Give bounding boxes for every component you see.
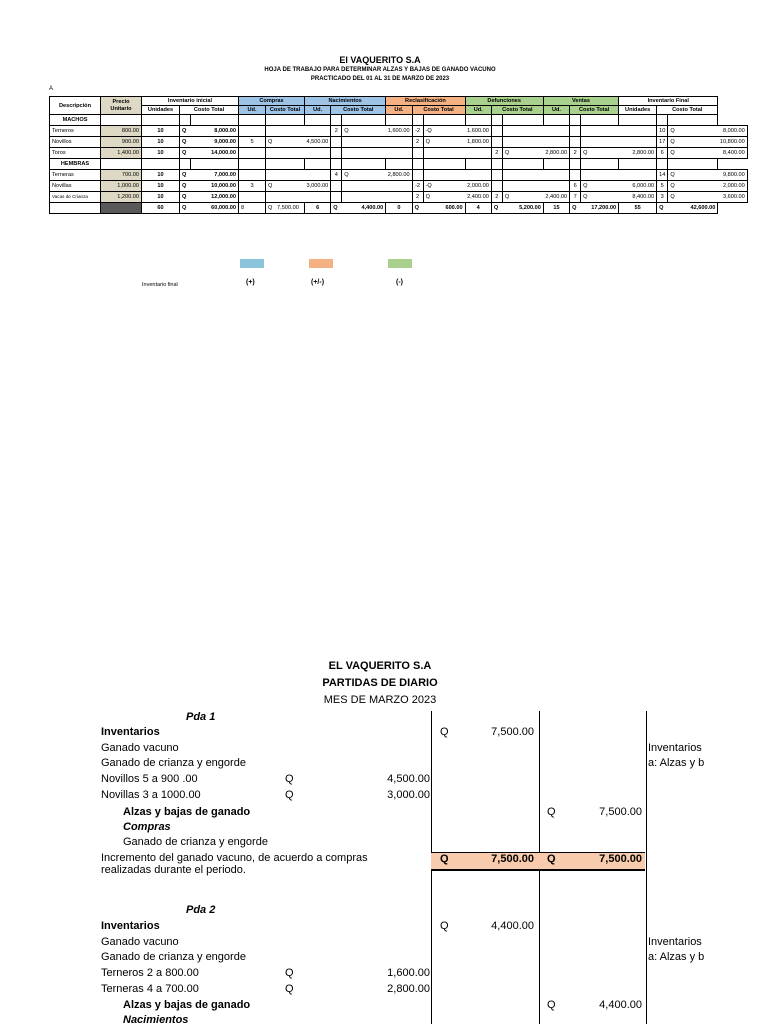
cell-co-u: 5 [239, 137, 266, 148]
detail-line-q: Q [285, 967, 294, 979]
subheader-unidades: Unidades [619, 106, 657, 115]
cell-re-c [465, 170, 491, 181]
cell-co-u [239, 192, 266, 203]
cell-de-c: 2,800.00 [543, 148, 569, 159]
cell-co-u [239, 126, 266, 137]
cell-na-u [331, 137, 342, 148]
cell-co-u [239, 148, 266, 159]
debit-q: Q [440, 920, 449, 932]
cell-ve-q [581, 170, 619, 181]
cell-if-u: 6 [657, 148, 668, 159]
cell-de-u [491, 181, 502, 192]
legend-minus: (-) [396, 279, 403, 286]
cell-if-q: Q [668, 192, 718, 203]
total-cell: 600.00 [423, 203, 465, 214]
cell-if-u: 17 [657, 137, 668, 148]
side-note: Inventarios [648, 936, 702, 948]
subheader-costo-total: Costo Total [657, 106, 718, 115]
debit-account: Inventarios [101, 726, 160, 738]
cell-re-q: Q [423, 137, 465, 148]
cell-if-q: Q [668, 137, 718, 148]
legend-inventario-final: Inventario final [142, 282, 178, 288]
cell-ve-q [581, 137, 619, 148]
cell-na-c: 1,600.00 [386, 126, 412, 137]
cell-ii-q: Q [180, 137, 191, 148]
cell-de-u: 2 [491, 192, 502, 203]
table-row [50, 126, 748, 137]
cell-re-c [465, 148, 491, 159]
total-cell: 6 [305, 203, 331, 214]
detail-line-text: Terneros 2 a 800.00 [101, 967, 199, 979]
detail-line-q: Q [285, 773, 294, 785]
cell-na-c [386, 181, 412, 192]
cell-ve-u: 2 [570, 148, 581, 159]
total-cell: 0 [386, 203, 412, 214]
cell-ve-u [570, 170, 581, 181]
cell-co-c [305, 192, 331, 203]
cell-ii-c: 7,000.00 [191, 170, 239, 181]
cell-na-c [386, 148, 412, 159]
cell-re-q: -Q [423, 181, 465, 192]
legend-plus: (+) [246, 279, 255, 286]
total-cell: 5,200.00 [502, 203, 543, 214]
cell-na-q [342, 148, 386, 159]
cell-if-c: 8,000.00 [718, 126, 747, 137]
cell-if-c: 8,400.00 [718, 148, 747, 159]
debit-sub1: Ganado vacuno [101, 936, 179, 948]
side-note: Inventarios [648, 742, 702, 754]
cell-co-c [305, 148, 331, 159]
cell-ve-u: 6 [570, 181, 581, 192]
cell-ii-u: 10 [142, 181, 180, 192]
total-cell: Q [331, 203, 342, 214]
credit-account: Alzas y bajas de ganado [123, 999, 251, 1011]
row-description: Toros [50, 148, 101, 159]
cell-if-c: 3,600.00 [718, 192, 747, 203]
credit-sub: Compras [123, 821, 171, 833]
detail-line-q: Q [285, 983, 294, 995]
subheader-ud: Ud. [386, 106, 412, 115]
header-precio-unitario: Precio Unitario [101, 97, 142, 115]
cell-ve-q [581, 126, 619, 137]
total-cell: 4,400.00 [342, 203, 386, 214]
detail-line-amount: 3,000.00 [387, 789, 430, 801]
cell-re-u: -2 [412, 126, 423, 137]
total-cell: 17,200.00 [581, 203, 619, 214]
cell-ve-c: 2,800.00 [619, 148, 657, 159]
cell-co-q: Q [266, 181, 305, 192]
cell-co-c: 4,500.00 [305, 137, 331, 148]
table-row [50, 170, 748, 181]
entry-heading: Pda 1 [186, 711, 216, 723]
cell-ve-u [570, 137, 581, 148]
total-debit-q: Q [440, 853, 449, 865]
header-inventario-final: Inventario Final [619, 97, 718, 106]
detail-line-amount: 1,600.00 [387, 967, 430, 979]
cell-na-u: 2 [331, 126, 342, 137]
debit-amount: 7,500.00 [491, 726, 534, 738]
journal-period: MES DE MARZO 2023 [323, 694, 437, 706]
cell-co-c: 3,000.00 [305, 181, 331, 192]
cell-de-u [491, 137, 502, 148]
total-cell: 42,600.00 [668, 203, 718, 214]
cell-co-q [266, 192, 305, 203]
journal-company: EL VAQUERITO S.A [328, 660, 432, 672]
cell-de-q: Q [502, 192, 543, 203]
cell-de-q [502, 126, 543, 137]
cell-ve-c: 6,000.00 [619, 181, 657, 192]
header-reclasificacion: Reclasificación [386, 97, 465, 106]
detail-line-q: Q [285, 789, 294, 801]
detail-line-text: Novillas 3 a 1000.00 [101, 789, 201, 801]
cell-ve-c [619, 170, 657, 181]
cell-ii-c: 14,000.00 [191, 148, 239, 159]
header-row-2 [50, 106, 748, 115]
header-descripcion: Descripción [50, 97, 101, 115]
cell-ve-u: 7 [570, 192, 581, 203]
journal-title: PARTIDAS DE DIARIO [322, 677, 438, 689]
cell-re-c: 2,000.00 [465, 181, 491, 192]
cell-na-q: Q [342, 170, 386, 181]
total-cell: Q [412, 203, 423, 214]
table-row [50, 181, 748, 192]
cell-na-q [342, 192, 386, 203]
entry-description: Incremento del ganado vacuno, de acuerdo a compras realizadas durante el periodo. [101, 852, 368, 876]
debit-sub1: Ganado vacuno [101, 742, 179, 754]
cell-ve-q: Q [581, 192, 619, 203]
side-note: a: Alzas y b [648, 757, 705, 769]
credit-q: Q [547, 806, 556, 818]
row-precio: 800.00 [101, 126, 142, 137]
debit-sub2: Ganado de crianza y engorde [101, 757, 246, 769]
cell-ii-u: 10 [142, 137, 180, 148]
cell-na-q: Q [342, 126, 386, 137]
row-precio: 1,200.00 [101, 192, 142, 203]
subheader-costo-total: Costo Total [570, 106, 619, 115]
worksheet-table [49, 96, 748, 214]
cell-re-u: -2 [412, 181, 423, 192]
row-description: Vacas de Crianza [50, 192, 101, 203]
cell-re-c: 1,800.00 [465, 137, 491, 148]
journal-rule-right [646, 711, 647, 1024]
cell-co-q [266, 148, 305, 159]
total-credit: 7,500.00 [599, 853, 642, 865]
detail-line-amount: 2,800.00 [387, 983, 430, 995]
row-precio: 700.00 [101, 170, 142, 181]
total-cell: 60,000.00 [191, 203, 239, 214]
cell-ii-u: 10 [142, 148, 180, 159]
cell-ii-u: 10 [142, 126, 180, 137]
detail-line-text: Novillos 5 a 900 .00 [101, 773, 198, 785]
total-cell: Q [180, 203, 191, 214]
side-note: a: Alzas y b [648, 951, 705, 963]
cell-de-c [543, 137, 569, 148]
detail-line-amount: 4,500.00 [387, 773, 430, 785]
worksheet-period: PRACTICADO DEL 01 AL 31 DE MARZO DE 2023 [310, 76, 450, 82]
group-label: HEMBRAS [50, 159, 101, 170]
legend-plus-minus: (+/-) [311, 279, 325, 286]
subheader-ud: Ud. [239, 106, 266, 115]
cell-ii-u: 10 [142, 192, 180, 203]
cell-na-u [331, 181, 342, 192]
cell-co-q [266, 170, 305, 181]
total-cell: Q [491, 203, 502, 214]
cell-na-u [331, 192, 342, 203]
totals-row [50, 203, 748, 214]
cell-co-u [239, 170, 266, 181]
total-cell: 15 [543, 203, 569, 214]
cell-ii-u: 10 [142, 170, 180, 181]
total-debit: 7,500.00 [491, 853, 534, 865]
subheader-unidades: Unidades [142, 106, 180, 115]
header-defunciones: Defunciones [465, 97, 543, 106]
cell-ve-c: 8,400.00 [619, 192, 657, 203]
header-compras: Compras [239, 97, 305, 106]
cell-ve-q: Q [581, 148, 619, 159]
legend-swatch-blue [240, 259, 264, 268]
cell-na-q [342, 137, 386, 148]
cell-re-q [423, 170, 465, 181]
cell-de-q [502, 181, 543, 192]
group-row-machos [50, 115, 748, 126]
cell-if-c: 2,000.00 [718, 181, 747, 192]
header-ventas: Ventas [543, 97, 618, 106]
cell-ve-c [619, 137, 657, 148]
cell-de-c [543, 170, 569, 181]
cell-de-c [543, 181, 569, 192]
entry-heading: Pda 2 [186, 904, 216, 916]
subheader-costo-total: Costo Total [266, 106, 305, 115]
cell-if-c: 9,800.00 [718, 170, 747, 181]
subheader-ud: Ud. [305, 106, 331, 115]
cell-ii-q: Q [180, 192, 191, 203]
credit-sub2: Ganado de crianza y engorde [123, 836, 268, 848]
legend-swatch-orange [309, 259, 333, 268]
cell-if-c: 10,800.00 [718, 137, 747, 148]
subheader-costo-total: Costo Total [180, 106, 239, 115]
debit-q: Q [440, 726, 449, 738]
total-cell: 60 [142, 203, 180, 214]
row-precio: 900.00 [101, 137, 142, 148]
cell-re-u [412, 170, 423, 181]
total-cell: Q 7,500.00 [266, 203, 305, 214]
worksheet-subtitle: HOJA DE TRABAJO PARA DETERMINAR ALZAS Y BAJAS DE GANADO VACUNO [264, 67, 496, 73]
group-label: MACHOS [50, 115, 101, 126]
debit-account: Inventarios [101, 920, 160, 932]
cell-re-q: -Q [423, 126, 465, 137]
cell-de-q [502, 170, 543, 181]
cell-if-q: Q [668, 126, 718, 137]
header-row-1 [50, 97, 748, 106]
worksheet-company: El VAQUERITO S.A [339, 55, 421, 65]
detail-line-text: Terneras 4 a 700.00 [101, 983, 199, 995]
cell-na-c: 2,800.00 [386, 170, 412, 181]
cell-re-u: 2 [412, 192, 423, 203]
cell-co-u: 3 [239, 181, 266, 192]
subheader-costo-total: Costo Total [412, 106, 465, 115]
cell-ii-q: Q [180, 170, 191, 181]
table-row [50, 192, 748, 203]
row-description: Novillas [50, 181, 101, 192]
cell-na-c [386, 137, 412, 148]
cell-co-q [266, 126, 305, 137]
total-cell: Q [657, 203, 668, 214]
total-credit-q: Q [547, 853, 556, 865]
row-precio: 1,000.00 [101, 181, 142, 192]
cell-na-q [342, 181, 386, 192]
cell-ii-c: 9,000.00 [191, 137, 239, 148]
subheader-costo-total: Costo Total [331, 106, 386, 115]
cell-re-q [423, 148, 465, 159]
cell-na-u [331, 148, 342, 159]
credit-amount: 7,500.00 [599, 806, 642, 818]
header-nacimientos: Nacimientos [305, 97, 386, 106]
cell-co-c [305, 170, 331, 181]
cell-de-u: 2 [491, 148, 502, 159]
cell-re-c: 1,600.00 [465, 126, 491, 137]
total-cell: Q [570, 203, 581, 214]
credit-account: Alzas y bajas de ganado [123, 806, 251, 818]
cell-re-u [412, 148, 423, 159]
table-row [50, 137, 748, 148]
cell-ii-q: Q [180, 181, 191, 192]
total-cell: 8 [239, 203, 266, 214]
cell-de-c: 2,400.00 [543, 192, 569, 203]
debit-amount: 4,400.00 [491, 920, 534, 932]
cell-ve-q: Q [581, 181, 619, 192]
credit-q: Q [547, 999, 556, 1011]
cell-de-u [491, 170, 502, 181]
cell-ii-q: Q [180, 126, 191, 137]
cell-if-u: 10 [657, 126, 668, 137]
header-inventario-inicial: Inventario inicial [142, 97, 239, 106]
table-row [50, 148, 748, 159]
cell-if-q: Q [668, 148, 718, 159]
subheader-costo-total: Costo Total [491, 106, 543, 115]
cell-re-c: 2,400.00 [465, 192, 491, 203]
row-description: Novillos [50, 137, 101, 148]
subheader-ud: Ud. [543, 106, 569, 115]
cell-de-q [502, 137, 543, 148]
row-description: Terneros [50, 126, 101, 137]
cell-if-q: Q [668, 181, 718, 192]
group-row-hembras [50, 159, 748, 170]
cell-re-u: 2 [412, 137, 423, 148]
cell-co-q: Q [266, 137, 305, 148]
total-cell: 55 [619, 203, 657, 214]
legend-swatch-green [388, 259, 412, 268]
cell-na-c [386, 192, 412, 203]
cell-ii-c: 12,000.00 [191, 192, 239, 203]
cell-de-q: Q [502, 148, 543, 159]
cell-if-q: Q [668, 170, 718, 181]
cell-de-c [543, 126, 569, 137]
cell-ii-c: 10,000.00 [191, 181, 239, 192]
row-precio: 1,400.00 [101, 148, 142, 159]
total-cell: 4 [465, 203, 491, 214]
cell-na-u: 4 [331, 170, 342, 181]
cell-ve-c [619, 126, 657, 137]
cell-if-u: 14 [657, 170, 668, 181]
credit-amount: 4,400.00 [599, 999, 642, 1011]
cell-de-u [491, 126, 502, 137]
cell-co-c [305, 126, 331, 137]
debit-sub2: Ganado de crianza y engorde [101, 951, 246, 963]
row-description: Terneras [50, 170, 101, 181]
subheader-ud: Ud. [465, 106, 491, 115]
credit-sub: Nacimientos [123, 1014, 189, 1026]
cell-if-u: 5 [657, 181, 668, 192]
cell-marker: A [49, 86, 54, 92]
cell-ii-c: 8,000.00 [191, 126, 239, 137]
cell-ii-q: Q [180, 148, 191, 159]
cell-if-u: 3 [657, 192, 668, 203]
cell-ve-u [570, 126, 581, 137]
cell-re-q: Q [423, 192, 465, 203]
